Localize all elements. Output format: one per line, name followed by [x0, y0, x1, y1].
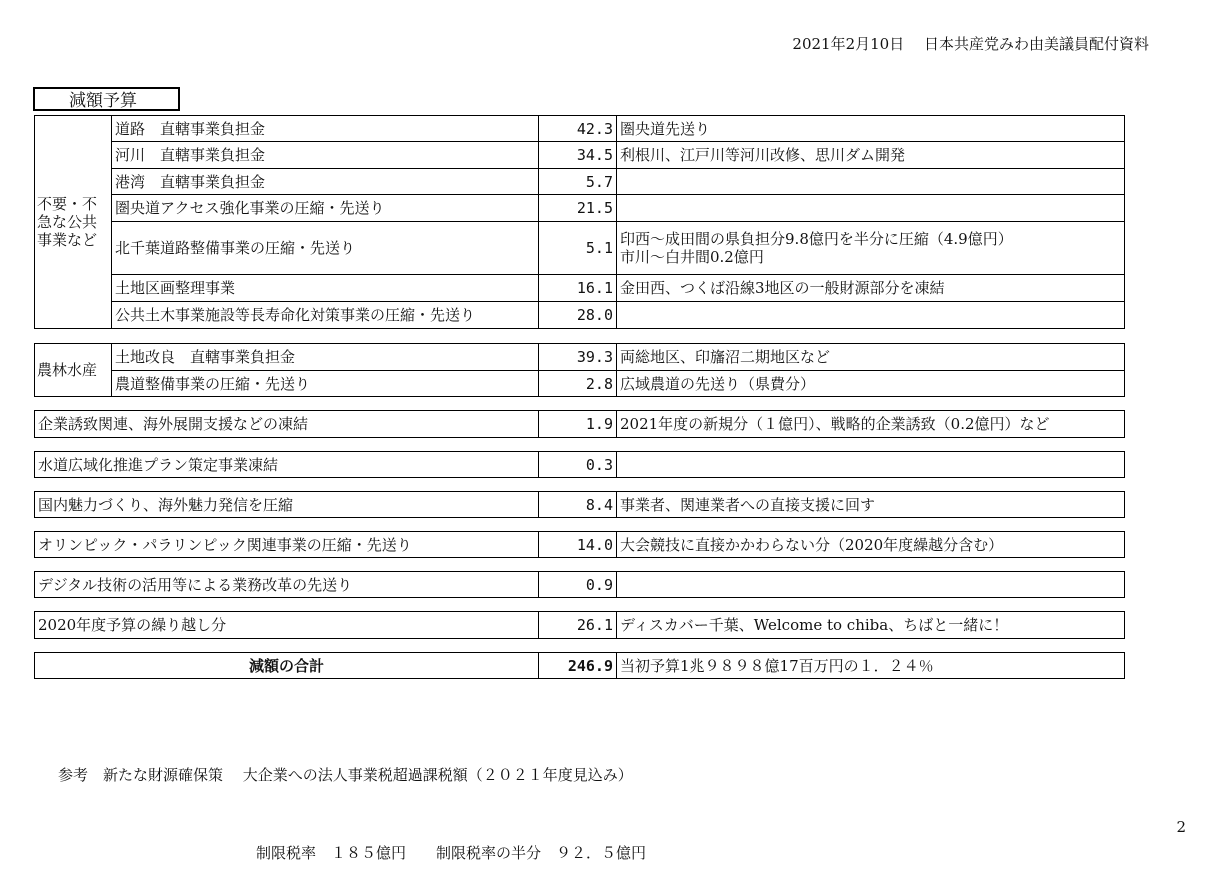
reference-line-1: 参考 新たな財源確保策 大企業への法人事業税超過課税額（２０２１年度見込み） [58, 766, 633, 784]
item-label: 圏央道アクセス強化事業の圧縮・先送り [112, 195, 539, 222]
total-label: 減額の合計 [35, 653, 539, 679]
amount-value: 8.4 [539, 492, 617, 518]
table-row [35, 344, 1125, 371]
item-label: 河川 直轄事業負担金 [112, 142, 539, 169]
note-text: 両総地区、印旛沼二期地区など [617, 344, 1125, 371]
item-label: 土地区画整理事業 [112, 275, 539, 302]
single-row-table [34, 410, 1125, 438]
note-text [617, 222, 1125, 275]
note-line-2: 市川～白井間0.2億円 [620, 248, 764, 266]
reference-note [58, 710, 646, 892]
note-text: 利根川、江戸川等河川改修、思川ダム開発 [617, 142, 1125, 169]
note-text: 圏央道先送り [617, 116, 1125, 142]
note-text: 2021年度の新規分（１億円）、戦略的企業誘致（0.2億円）など [617, 411, 1125, 438]
table-row [35, 532, 1125, 558]
note-text: ディスカバー千葉、Welcome to chiba、ちばと一緒に！ [617, 612, 1125, 639]
table-row [35, 142, 1125, 169]
item-label: デジタル技術の活用等による業務改革の先送り [35, 572, 539, 598]
single-row-table [34, 491, 1125, 518]
amount-value: 21.5 [539, 195, 617, 222]
single-row-table [34, 451, 1125, 478]
amount-value: 2.8 [539, 371, 617, 397]
amount-value: 1.9 [539, 411, 617, 438]
table-row [35, 371, 1125, 397]
amount-value: 0.9 [539, 572, 617, 598]
table-row [35, 572, 1125, 598]
amount-value: 42.3 [539, 116, 617, 142]
table-row [35, 612, 1125, 639]
amount-value: 14.0 [539, 532, 617, 558]
note-line-1: 印西～成田間の県負担分9.8億円を半分に圧縮（4.9億円） [620, 230, 1013, 248]
note-text [617, 572, 1125, 598]
item-label: 2020年度予算の繰り越し分 [35, 612, 539, 639]
page-number: 2 [1176, 818, 1186, 836]
section-title: 減額予算 [33, 87, 180, 111]
table-row [35, 169, 1125, 195]
item-label: オリンピック・パラリンピック関連事業の圧縮・先送り [35, 532, 539, 558]
table-row [35, 452, 1125, 478]
note-text: 金田西、つくば沿線3地区の一般財源部分を凍結 [617, 275, 1125, 302]
amount-value: 16.1 [539, 275, 617, 302]
total-note: 当初予算1兆９８９８億17百万円の１．２４％ [617, 653, 1125, 679]
group-label-agriculture: 農林水産 [35, 344, 112, 397]
table-row [35, 116, 1125, 142]
amount-value: 5.1 [539, 222, 617, 275]
amount-value: 34.5 [539, 142, 617, 169]
single-row-table [34, 611, 1125, 639]
single-row-table [34, 531, 1125, 558]
note-text [617, 302, 1125, 329]
amount-value: 0.3 [539, 452, 617, 478]
note-text: 事業者、関連業者への直接支援に回す [617, 492, 1125, 518]
table-row [35, 492, 1125, 518]
note-text: 広域農道の先送り（県費分） [617, 371, 1125, 397]
item-label: 土地改良 直轄事業負担金 [112, 344, 539, 371]
amount-value: 28.0 [539, 302, 617, 329]
public-works-table [34, 115, 1125, 329]
item-label: 公共土木事業施設等長寿命化対策事業の圧縮・先送り [112, 302, 539, 329]
item-label: 国内魅力づくり、海外魅力発信を圧縮 [35, 492, 539, 518]
note-text [617, 195, 1125, 222]
table-row [35, 195, 1125, 222]
note-text [617, 169, 1125, 195]
note-text: 大会競技に直接かかわらない分（2020年度繰越分含む） [617, 532, 1125, 558]
group-label-public-works: 不要・不急な公共事業など [35, 116, 112, 329]
item-label: 港湾 直轄事業負担金 [112, 169, 539, 195]
amount-value: 5.7 [539, 169, 617, 195]
table-row [35, 222, 1125, 275]
item-label: 北千葉道路整備事業の圧縮・先送り [112, 222, 539, 275]
amount-value: 26.1 [539, 612, 617, 639]
total-amount: 246.9 [539, 653, 617, 679]
amount-value: 39.3 [539, 344, 617, 371]
table-row [35, 411, 1125, 438]
reference-line-2: 制限税率 １８５億円 制限税率の半分 ９２．５億円 [256, 844, 647, 862]
item-label: 農道整備事業の圧縮・先送り [112, 371, 539, 397]
total-table [34, 652, 1125, 679]
document-header: 2021年2月10日 日本共産党みわ由美議員配付資料 [792, 35, 1149, 53]
table-row [35, 302, 1125, 329]
agriculture-table [34, 343, 1125, 397]
item-label: 企業誘致関連、海外展開支援などの凍結 [35, 411, 539, 438]
note-text [617, 452, 1125, 478]
total-row [35, 653, 1125, 679]
table-row [35, 275, 1125, 302]
item-label: 水道広域化推進プラン策定事業凍結 [35, 452, 539, 478]
item-label: 道路 直轄事業負担金 [112, 116, 539, 142]
single-row-table [34, 571, 1125, 598]
